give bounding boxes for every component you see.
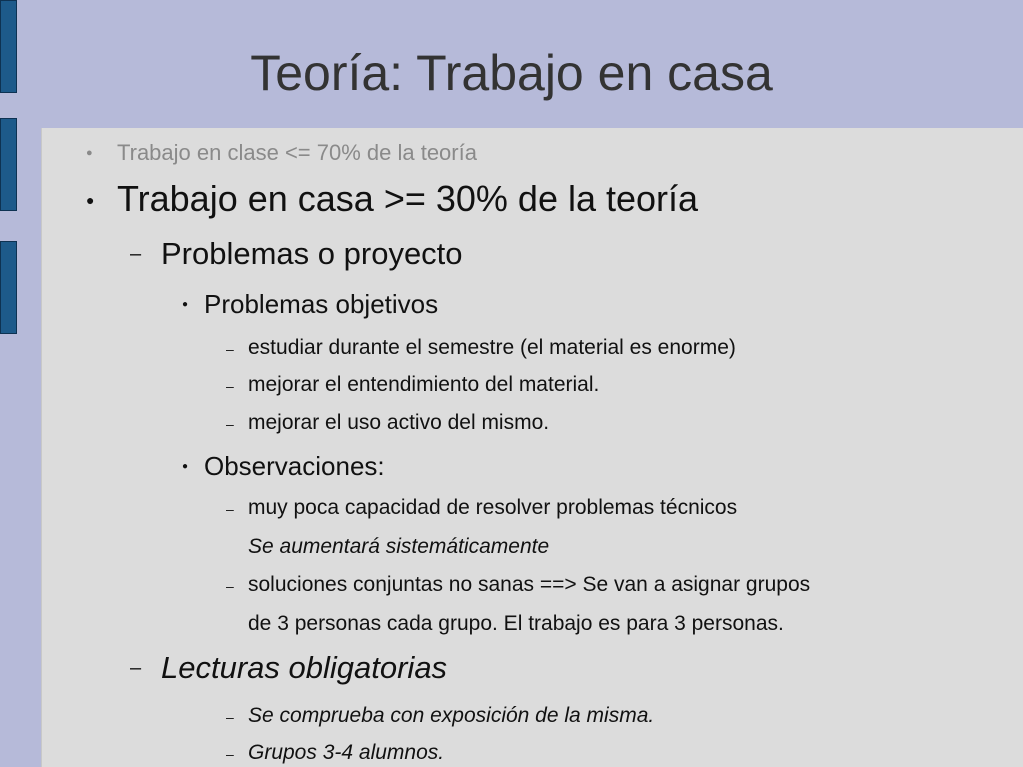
content-panel: [41, 128, 1023, 767]
bullet-item-text: Trabajo en clase <= 70% de la teoría: [117, 140, 477, 165]
bullet-item-text: estudiar durante el semestre (el material es enorme): [248, 336, 736, 359]
bullet-item-text: de 3 personas cada grupo. El trabajo es para 3 personas.: [248, 612, 784, 635]
bullet-item-text: Problemas o proyecto: [161, 236, 463, 271]
bullet-item-text: Se comprueba con exposición de la misma.: [248, 704, 655, 727]
bullet-item-text: Se aumentará sistemáticamente: [248, 535, 550, 558]
bullet-dash-icon: –: [226, 377, 234, 394]
bullet-dot-icon: ●: [182, 461, 189, 473]
bullet-item-text: Grupos 3-4 alumnos.: [248, 741, 445, 764]
side-decoration-bar: [0, 118, 17, 211]
bullet-dash-icon: –: [130, 657, 142, 680]
slide-title: Teoría: Trabajo en casa: [250, 45, 773, 101]
bullet-item-text: mejorar el uso activo del mismo.: [248, 411, 550, 434]
bullet-dash-icon: –: [226, 415, 234, 432]
bullet-item-text: mejorar el entendimiento del material.: [248, 373, 600, 396]
bullet-dash-icon: –: [226, 577, 234, 594]
bullet-item-text: Trabajo en casa >= 30% de la teoría: [117, 178, 699, 219]
bullet-dash-icon: –: [226, 500, 234, 517]
bullet-dash-icon: –: [226, 340, 234, 357]
bullet-dot-icon: ●: [86, 192, 95, 209]
side-decoration-bar: [0, 241, 17, 334]
bullet-dot-icon: ●: [182, 299, 189, 311]
bullet-item-text: muy poca capacidad de resolver problemas técnicos: [248, 496, 738, 519]
bullet-item-text: Observaciones:: [204, 451, 385, 481]
bullet-dot-icon: ●: [86, 147, 93, 160]
bullet-dash-icon: –: [226, 708, 234, 725]
bullet-dash-icon: –: [130, 243, 142, 266]
bullet-item-text: Problemas objetivos: [204, 289, 439, 319]
bullet-item-text: Lecturas obligatorias: [161, 650, 448, 685]
bullet-item-text: soluciones conjuntas no sanas ==> Se van a asignar grupos: [248, 573, 811, 596]
bullet-dash-icon: –: [226, 745, 234, 762]
